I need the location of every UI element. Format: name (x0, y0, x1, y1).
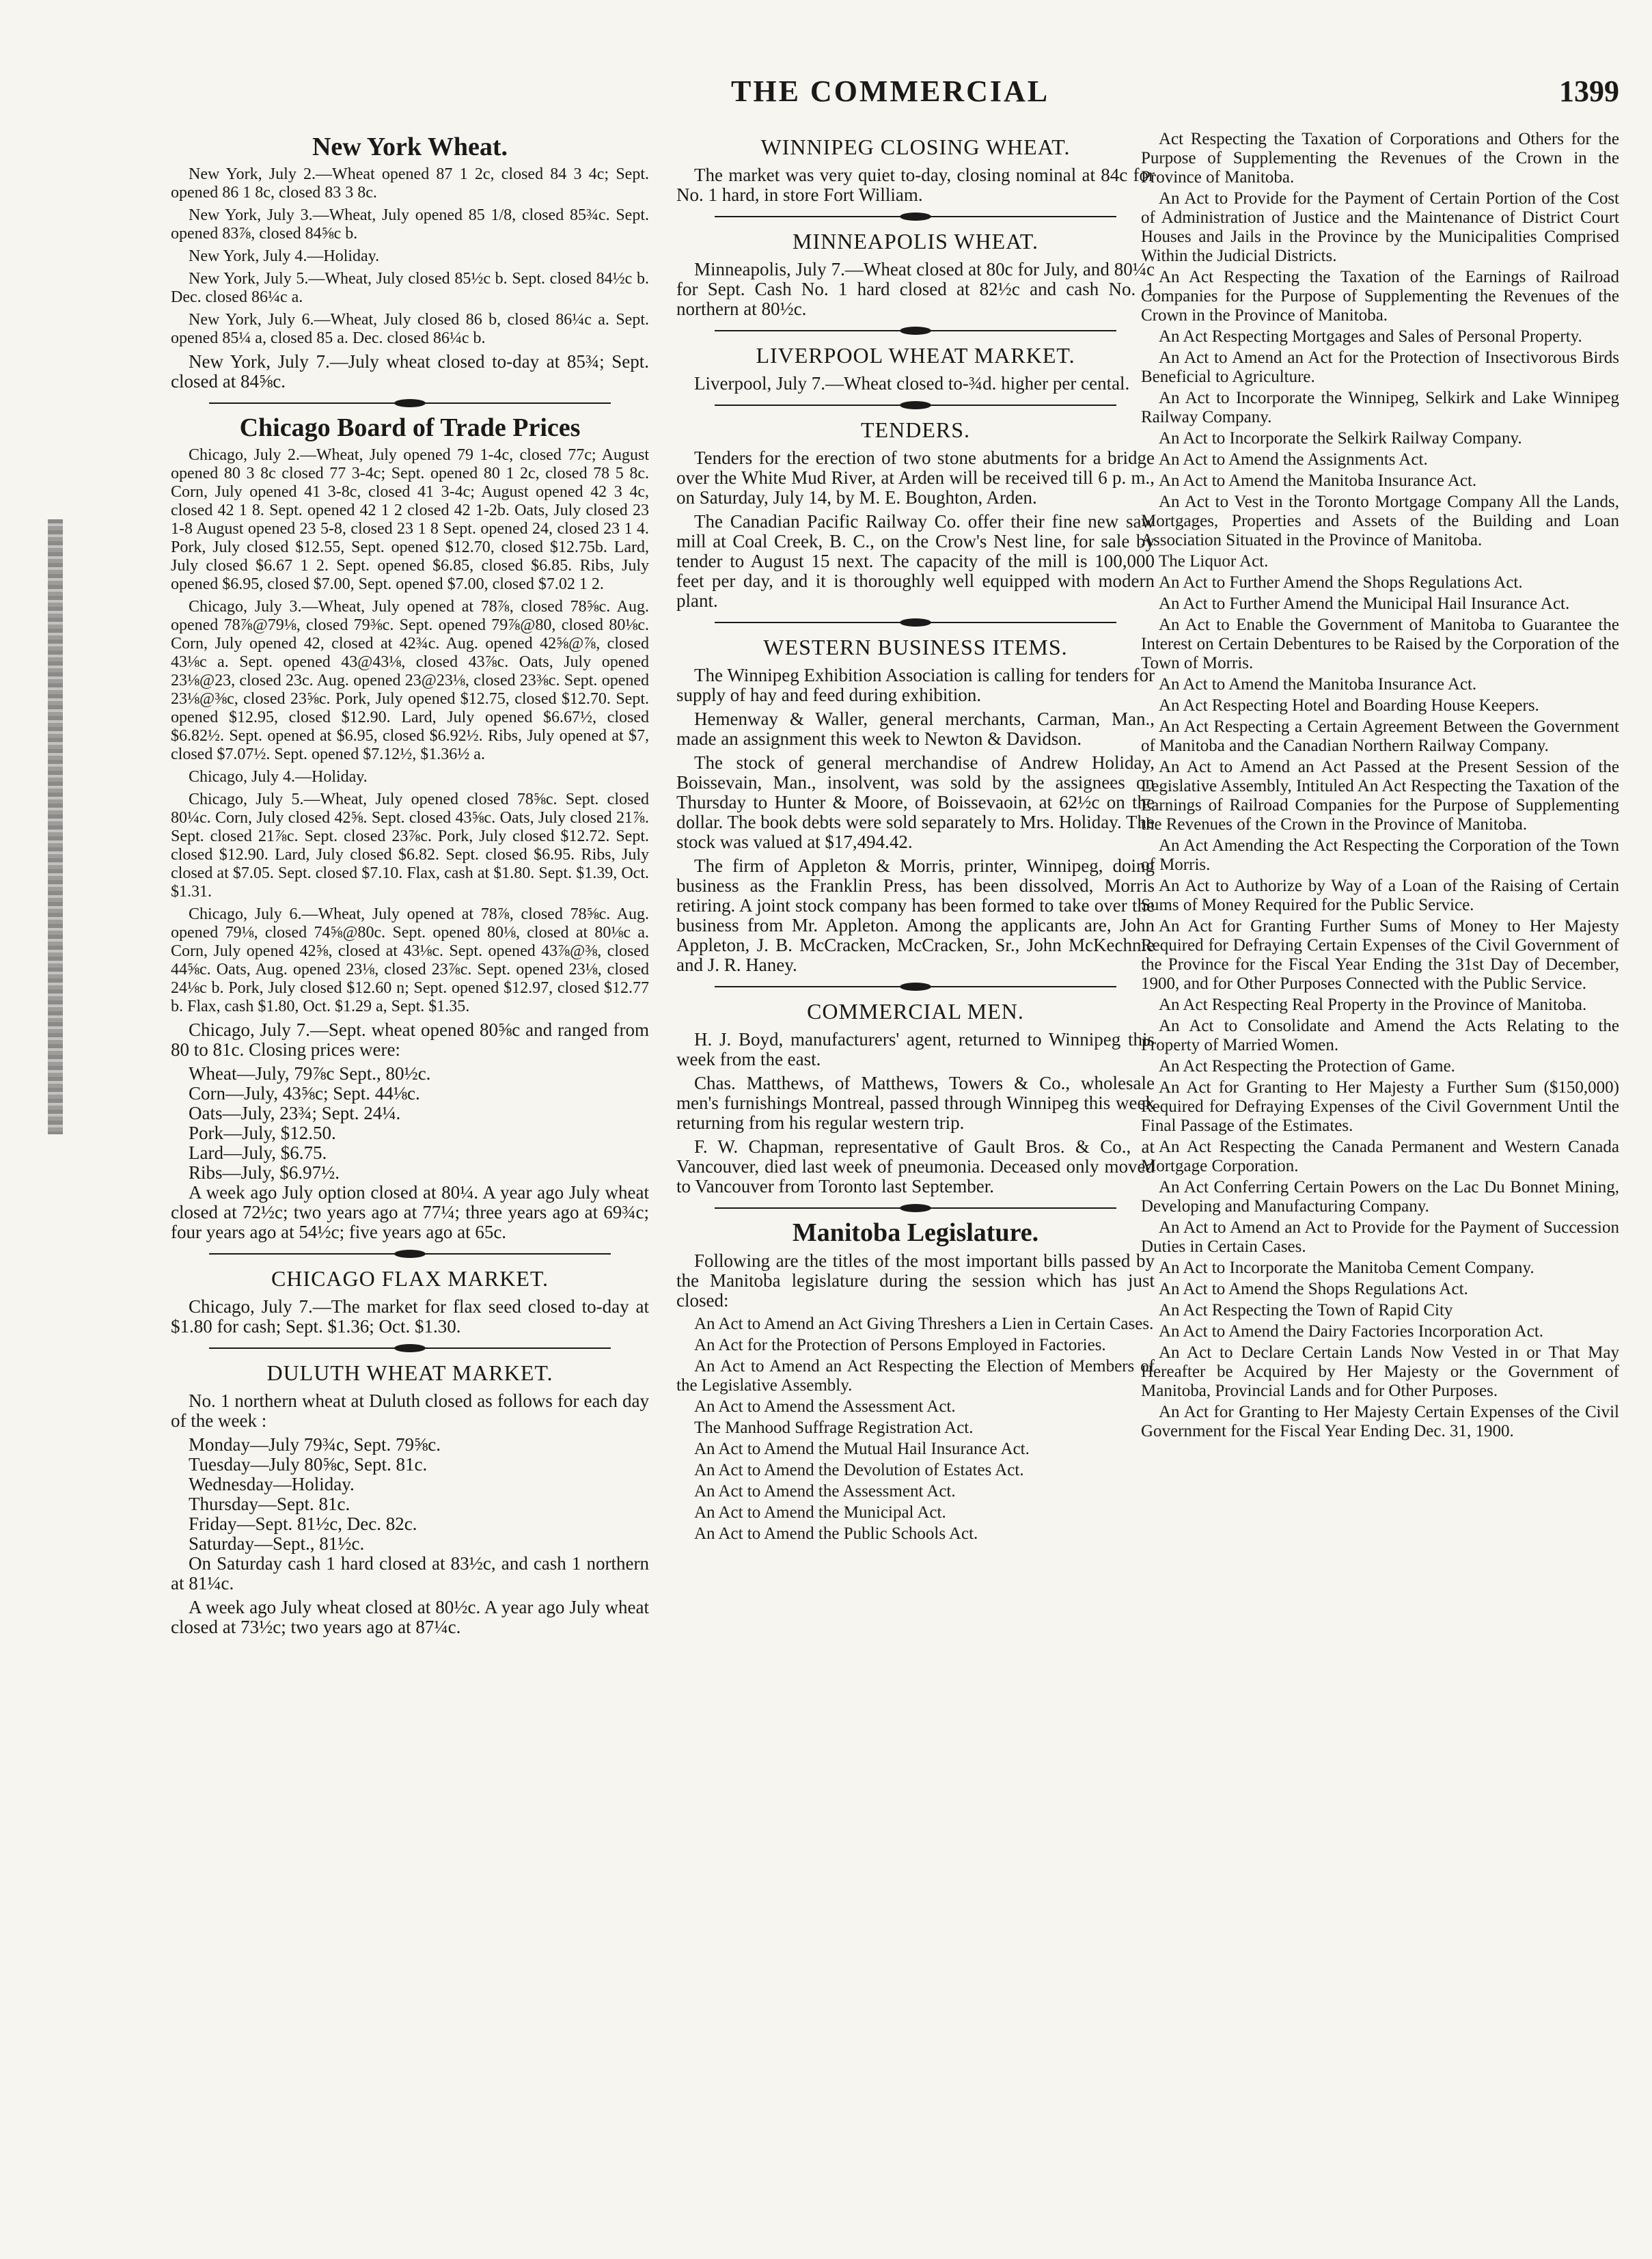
duluth-tail: On Saturday cash 1 hard closed at 83½c, and cash 1 northern at 81¼c. (171, 1553, 649, 1593)
tenders-para: Tenders for the erection of two stone abutments for a bridge over the White Mud River, at Arden will be received till 6 p. m., on Saturday, July 14, by M. E. Boughton, Arden. (676, 448, 1155, 508)
duluth-heading: DULUTH WHEAT MARKET. (266, 1360, 553, 1385)
act-item: An Act Respecting the Taxation of the Earnings of Railroad Companies for the Purpose of Supplementing the Revenues of the Crown in the Province of Manitoba. (1141, 268, 1619, 325)
act-item: An Act Respecting the Town of Rapid City (1159, 1301, 1453, 1319)
section-rule (171, 1249, 649, 1259)
act-item: An Act Amending the Act Respecting the Corporation of the Town of Morris. (1141, 836, 1619, 874)
flax-heading: CHICAGO FLAX MARKET. (271, 1266, 549, 1291)
act-item: An Act Respecting a Certain Agreement Between the Government of Manitoba and the Canadian Northern Railway Company. (1141, 717, 1619, 755)
section-rule (676, 400, 1155, 410)
act-item: An Act to Provide for the Payment of Certain Portion of the Cost of Administration of Justice and the Maintenance of District Court Houses and Jails in the Province by the Municipalities Comprised Within the Judicial Districts. (1141, 189, 1619, 265)
running-head (724, 74, 1619, 115)
duluth-line: Tuesday—July 80⅝c, Sept. 81c. (189, 1454, 428, 1475)
act-item: An Act Respecting Real Property in the Province of Manitoba. (1159, 996, 1587, 1014)
tenders-heading: TENDERS. (861, 417, 970, 442)
act-item: Act Respecting the Taxation of Corporations and Others for the Purpose of Supplementing the Revenues of the Crown in the Province of Manitoba. (1141, 130, 1619, 187)
act-item: An Act to Consolidate and Amend the Acts Relating to the Property of Married Women. (1141, 1017, 1619, 1054)
act-item: An Act to Amend an Act for the Protection of Insectivorous Birds Beneficial to Agriculture. (1141, 348, 1619, 386)
legislature-intro: Following are the titles of the most important bills passed by the Manitoba legislature during the session which has just closed: (676, 1250, 1155, 1311)
section-rule (676, 1203, 1155, 1213)
commercial-men-para: Chas. Matthews, of Matthews, Towers & Co., wholesale men's furnishings Montreal, passed through Winnipeg this week returning from his regular western trip. (676, 1073, 1155, 1133)
section-rule (676, 982, 1155, 991)
minneapolis-section (676, 228, 1155, 319)
column-middle (676, 130, 1155, 2221)
minneapolis-heading: MINNEAPOLIS WHEAT. (793, 229, 1038, 254)
western-business-section (676, 634, 1155, 975)
flax-section (171, 1265, 649, 1337)
liverpool-para: Liverpool, July 7.—Wheat closed to-¾d. higher per cental. (694, 373, 1130, 394)
act-item: The Liquor Act. (1159, 552, 1269, 571)
ny-para: New York, July 2.—Wheat opened 87 1 2c, closed 84 3 4c; Sept. opened 86 1 8c, closed 83 3 8c. (171, 165, 649, 202)
closing-line: Ribs—July, $6.97½. (189, 1162, 340, 1183)
winnipeg-heading: WINNIPEG CLOSING WHEAT. (760, 135, 1071, 159)
duluth-intro: No. 1 northern wheat at Duluth closed as follows for each day of the week : (171, 1391, 649, 1431)
act-item: An Act to Authorize by Way of a Loan of the Raising of Certain Sums of Money Required for the Public Service. (1141, 877, 1619, 914)
chicago-heading: Chicago Board of Trade Prices (239, 413, 581, 442)
act-item: An Act to Amend the Municipal Act. (694, 1503, 946, 1522)
act-item: An Act Respecting the Protection of Game. (1159, 1057, 1455, 1076)
ny-para: New York, July 3.—Wheat, July opened 85 1/8, closed 85¾c. Sept. opened 83⅞, closed 84⅝c b. (171, 206, 649, 243)
chicago-para: Chicago, July 6.—Wheat, July opened at 78⅞, closed 78⅝c. Aug. opened 79⅛, closed 74⅝@80c. Sept. opened 80⅛, closed at 80⅛c a. Corn, July opened 42⅝, closed at 43⅛c. Sept. opened 43⅞@⅜, closed 44⅝c. Oats, Aug. opened 23⅛, closed 23⅞c. Sept. opened 23⅛, closed 24⅛c b. Pork, July closed $12.60 n; Sept. opened $12.97, closed $12.77 b. Flax, cash $1.80, Oct. $1.29 a, Sept. $1.35. (171, 905, 649, 1015)
section-rule (676, 618, 1155, 627)
duluth-line: Friday—Sept. 81½c, Dec. 82c. (189, 1514, 417, 1534)
act-item: An Act to Further Amend the Shops Regulations Act. (1159, 573, 1523, 592)
ny-para: New York, July 5.—Wheat, July closed 85½c b. Sept. closed 84½c b. Dec. closed 86¼c a. (171, 270, 649, 306)
duluth-line: Wednesday—Holiday. (189, 1474, 355, 1494)
closing-prices (171, 1064, 649, 1183)
western-business-para: The stock of general merchandise of Andrew Holiday, Boissevain, Man., insolvent, was sold by the assignees on Thursday to Hunter & Moore, of Boissevaoin, at 62½c on the dollar. The book debts were sold separately to Mrs. Holiday. The stock was valued at $17,494.42. (676, 752, 1155, 852)
closing-line: Oats—July, 23¾; Sept. 24¼. (189, 1103, 401, 1123)
duluth-tail: A week ago July wheat closed at 80½c. A year ago July wheat closed at 73½c; two years ago at 87¼c. (171, 1597, 649, 1637)
winnipeg-para: The market was very quiet to-day, closing nominal at 84c for No. 1 hard, in store Fort William. (676, 165, 1155, 205)
act-item: An Act to Vest in the Toronto Mortgage Company All the Lands, Mortgages, Properties and Assets of the Building and Loan Association Situated in the Province of Manitoba. (1141, 493, 1619, 549)
page-number: 1399 (1559, 74, 1619, 108)
act-item: An Act to Amend the Assessment Act. (694, 1397, 956, 1416)
act-item: An Act to Amend the Assessment Act. (694, 1482, 956, 1501)
chicago-para: Chicago, July 2.—Wheat, July opened 79 1-4c, closed 77c; August opened 80 3 8c closed 77 3-4c; Sept. opened 80 1 2c, closed 78 5 8c. Corn, July opened 41 3-8c, closed 41 3-4c; August opened 42 3 4c, closed 42 1 8. Sept. opened 42 1 2 closed 42 1-2b. Oats, July closed 23 1-8 August opened 23 5-8, closed 23 1 8 Sept. opened 24, closed 23 1 4. Pork, July closed $12.55, Sept. opened $12.70, closed $12.75b. Lard, July closed $6.67 1 2. Sept. opened $6.85, closed $6.85. Ribs, July opened $6.95, closed $7.00, Sept. opened $7.00, closed $7.02 1 2. (171, 446, 649, 593)
duluth-days (171, 1435, 649, 1554)
act-item: An Act to Amend an Act Respecting the Election of Members of the Legislative Assembly. (676, 1357, 1155, 1395)
ny-wheat-heading: New York Wheat. (312, 133, 508, 161)
act-item: An Act Respecting Mortgages and Sales of Personal Property. (1159, 327, 1582, 346)
column-right (1141, 130, 1619, 2221)
duluth-line: Monday—July 79¾c, Sept. 79⅝c. (189, 1434, 441, 1455)
act-item: An Act to Amend the Manitoba Insurance Act. (1159, 675, 1477, 694)
act-item: An Act to Amend the Mutual Hail Insurance Act. (694, 1440, 1030, 1458)
tenders-para: The Canadian Pacific Railway Co. offer their fine new saw mill at Coal Creek, B. C., on the Crow's Nest line, for sale by tender to August 15 next. The capacity of the mill is 100,000 feet per day, and it is thoroughly well equipped with modern plant. (676, 511, 1155, 611)
commercial-men-para: F. W. Chapman, representative of Gault Bros. & Co., at Vancouver, died last week of pneumonia. Deceased only moved to Vancouver from Toronto last September. (676, 1136, 1155, 1196)
column-left (171, 130, 649, 2221)
section-rule (171, 398, 649, 408)
duluth-section (171, 1360, 649, 1637)
act-item: An Act to Incorporate the Selkirk Railway Company. (1159, 429, 1522, 448)
act-item: An Act for Granting Further Sums of Money to Her Majesty Required for Defraying Certain Expenses of the Civil Government of the Province for the Fiscal Year Ending the 31st Day of December, 1900, and for Other Purposes Connected with the Public Service. (1141, 917, 1619, 993)
running-title: THE COMMERCIAL (731, 74, 1050, 108)
duluth-line: Saturday—Sept., 81½c. (189, 1533, 365, 1554)
act-item: An Act Respecting Hotel and Boarding House Keepers. (1159, 696, 1539, 715)
act-item: An Act to Incorporate the Manitoba Cement Company. (1159, 1259, 1534, 1277)
liverpool-section (676, 342, 1155, 394)
section-rule (171, 1343, 649, 1353)
ny-para: New York, July 7.—July wheat closed to-day at 85¾; Sept. closed at 84⅝c. (171, 351, 649, 392)
act-item: An Act to Declare Certain Lands Now Vested in or That May Hereafter be Acquired by Her Majesty or the Government of Manitoba, Provincial Lands and for Other Purposes. (1141, 1343, 1619, 1400)
closing-line: Pork—July, $12.50. (189, 1123, 336, 1143)
section-rule (676, 326, 1155, 336)
legislature-continued (1141, 130, 1619, 1441)
legislature-section (676, 1220, 1155, 1544)
chicago-para: Chicago, July 3.—Wheat, July opened at 78⅞, closed 78⅝c. Aug. opened 78⅞@79⅛, closed 79⅜c. Sept. opened 79⅞@80, closed 80⅛c. Corn, July opened 42, closed at 42¾c. Aug. opened 42⅝@⅞, closed 43⅛c a. Sept. opened 43@43⅛, closed 43⅞c. Oats, July opened 23⅛@23, closed 23c. Aug. opened 23@23⅛, closed 23⅜c. Sept. opened 23⅛@⅜c, closed 23⅝c. Pork, July opened $12.75, closed $12.70. Sept. opened $12.95, closed $12.90. Lard, July opened $6.67½, closed $6.82½. Sept. opened at $6.95, closed $6.92½. Ribs, July opened at $7, closed $7.07½. Sept. opened $7.12½, $1.36½ a. (171, 598, 649, 763)
act-item: An Act to Amend the Public Schools Act. (694, 1524, 978, 1543)
western-business-para: The Winnipeg Exhibition Association is calling for tenders for supply of hay and feed during exhibition. (676, 665, 1155, 705)
commercial-men-para: H. J. Boyd, manufacturers' agent, returned to Winnipeg this week from the east. (676, 1029, 1155, 1069)
chicago-para: Chicago, July 7.—Sept. wheat opened 80⅝c and ranged from 80 to 81c. Closing prices were: (171, 1019, 649, 1060)
act-item: An Act Conferring Certain Powers on the Lac Du Bonnet Mining, Developing and Manufacturing Company. (1141, 1178, 1619, 1216)
act-item: An Act to Amend the Dairy Factories Incorporation Act. (1159, 1322, 1544, 1341)
minneapolis-para: Minneapolis, July 7.—Wheat closed at 80c for July, and 80¼c for Sept. Cash No. 1 hard closed at 82½c and cash No. 1 northern at 80½c. (676, 259, 1155, 319)
act-item: An Act to Amend an Act to Provide for the Payment of Succession Duties in Certain Cases. (1141, 1218, 1619, 1256)
liverpool-heading: LIVERPOOL WHEAT MARKET. (756, 343, 1075, 368)
western-business-para: The firm of Appleton & Morris, printer, Winnipeg, doing business as the Franklin Press, has been dissolved, Morris retiring. A joint stock company has been formed to take over the business from Mr. Appleton. Among the applicants are, John Appleton, J. B. McCracken, McCracken, Sr., John McKechnie and J. R. Haney. (676, 855, 1155, 975)
chicago-section (171, 415, 649, 1242)
scan-edge-artifact (48, 519, 63, 1134)
act-item: An Act to Amend the Shops Regulations Act. (1159, 1280, 1468, 1298)
chicago-tail: A week ago July option closed at 80¼. A year ago July wheat closed at 72½c; two years ago at 77¼; three years ago at 69¾c; four years ago at 54½c; five years ago at 65c. (171, 1182, 649, 1242)
chicago-para: Chicago, July 5.—Wheat, July opened closed 78⅝c. Sept. closed 80¼c. Corn, July closed 42⅝. Sept. closed 43⅝c. Oats, July closed 21⅞. Sept. closed 21⅞c. Sept. closed 23⅞c. Pork, July closed $12.72. Sept. closed $12.90. Lard, July closed $6.82. Sept. closed $6.95. Ribs, July closed at $7.05. Sept. closed $7.10. Flax, cash at $1.80. Sept. $1.39, Oct. $1.31. (171, 791, 649, 901)
ny-wheat-section (171, 134, 649, 392)
ny-para: New York, July 4.—Holiday. (189, 247, 380, 265)
closing-line: Wheat—July, 79⅞c Sept., 80½c. (189, 1063, 431, 1084)
act-item: An Act to Amend an Act Giving Threshers a Lien in Certain Cases. (694, 1315, 1154, 1333)
act-item: An Act to Enable the Government of Manitoba to Guarantee the Interest on Certain Debentures to be Raised by the Corporation of the Town of Morris. (1141, 616, 1619, 672)
act-item: An Act to Amend the Assignments Act. (1159, 450, 1428, 469)
act-item: An Act for the Protection of Persons Employed in Factories. (694, 1336, 1106, 1354)
act-item: An Act for Granting to Her Majesty a Further Sum ($150,000) Required for Defraying Expenses of the Civil Government Until the Final Passage of the Estimates. (1141, 1078, 1619, 1135)
section-rule (676, 212, 1155, 221)
western-business-para: Hemenway & Waller, general merchants, Carman, Man., made an assignment this week to Newton & Davidson. (676, 709, 1155, 749)
act-item: An Act to Amend the Manitoba Insurance Act. (1159, 471, 1477, 490)
winnipeg-section (676, 134, 1155, 205)
closing-line: Corn—July, 43⅝c; Sept. 44⅛c. (189, 1083, 420, 1104)
act-item: An Act Respecting the Canada Permanent and Western Canada Mortgage Corporation. (1141, 1138, 1619, 1175)
act-item: An Act to Further Amend the Municipal Hail Insurance Act. (1159, 594, 1570, 613)
ny-para: New York, July 6.—Wheat, July closed 86 b, closed 86¼c a. Sept. opened 85¼ a, closed 85 a. Dec. closed 86¼c b. (171, 311, 649, 347)
duluth-line: Thursday—Sept. 81c. (189, 1494, 350, 1514)
act-item: An Act for Granting to Her Majesty Certain Expenses of the Civil Government for the Fiscal Year Ending Dec. 31, 1900. (1141, 1403, 1619, 1440)
commercial-men-heading: COMMERCIAL MEN. (807, 999, 1024, 1024)
legislature-heading: Manitoba Legislature. (792, 1218, 1039, 1247)
closing-line: Lard—July, $6.75. (189, 1142, 327, 1163)
act-item: An Act to Amend the Devolution of Estates Act. (694, 1461, 1024, 1479)
chicago-para: Chicago, July 4.—Holiday. (189, 768, 368, 786)
act-item: An Act to Amend an Act Passed at the Present Session of the Legislative Assembly, Intituled An Act Respecting the Taxation of the Earnings of Railroad Companies for the Purpose of Supplementing the Revenues of the Crown in the Province of Manitoba. (1141, 758, 1619, 834)
western-business-heading: WESTERN BUSINESS ITEMS. (763, 635, 1068, 659)
act-item: An Act to Incorporate the Winnipeg, Selkirk and Lake Winnipeg Railway Company. (1141, 389, 1619, 426)
flax-para: Chicago, July 7.—The market for flax seed closed to-day at $1.80 for cash; Sept. $1.36; Oct. $1.30. (171, 1296, 649, 1337)
act-item: The Manhood Suffrage Registration Act. (694, 1419, 974, 1437)
commercial-men-section (676, 998, 1155, 1196)
tenders-section (676, 417, 1155, 611)
